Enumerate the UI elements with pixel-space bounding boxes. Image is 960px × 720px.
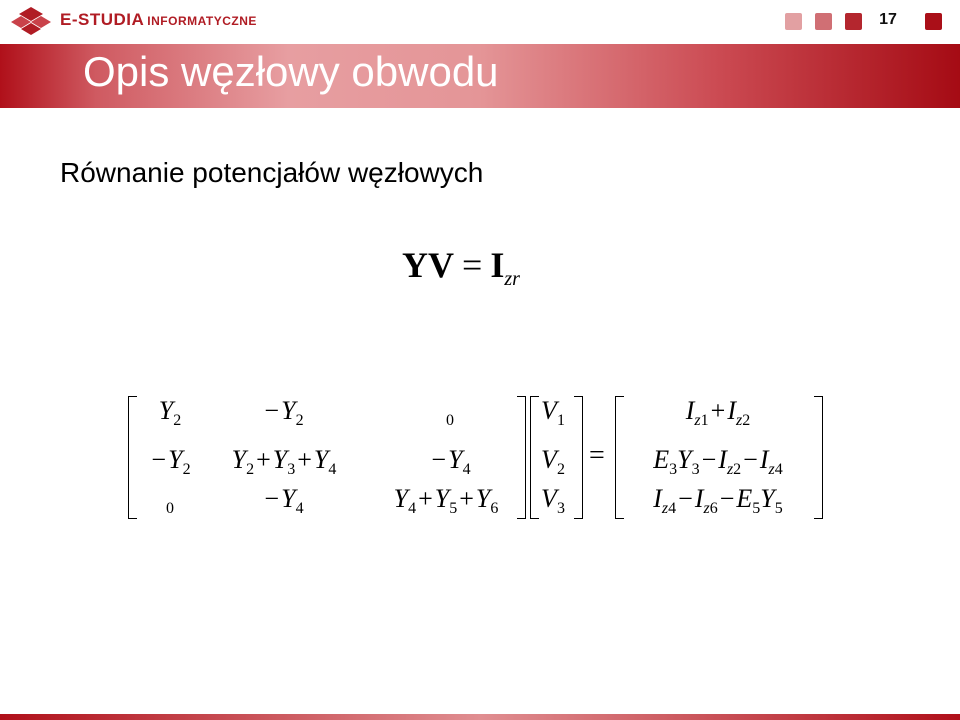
vector-v-right-bracket [574,396,583,519]
slide-title: Opis węzłowy obwodu [83,48,499,95]
slide-subtitle: Równanie potencjałów węzłowych [60,157,484,188]
vector-v-cell-2: $V_2$ [541,445,565,478]
matrix-y-left-bracket [128,396,137,519]
vector-i-right-bracket [814,396,823,519]
vector-v-left-bracket [530,396,539,519]
matrix-y-cell-2-1: $-Y_2$ [151,445,191,478]
main-equation-op: = [462,245,483,285]
nav-square-4[interactable] [925,13,942,30]
estudia-logo-icon [10,6,52,36]
matrix-y-right-bracket [517,396,526,519]
vector-i-cell-3: $I_{z4}-I_{z6}-E_5Y_5$ [653,484,783,517]
vector-v-cell-3: $V_3$ [541,484,565,517]
matrix-y-cell-1-3: 0 [446,412,454,429]
nav-square-3[interactable] [845,13,862,30]
brand-sub: INFORMATYCZNE [147,14,257,28]
vector-i-cell-2: $E_3Y_3-I_{z2}-I_{z4}$ [653,445,783,478]
matrix-y-cell-1-2: $-Y_2$ [264,396,304,429]
vector-i-left-bracket [615,396,624,519]
matrix-equals-sign: = [589,440,605,471]
main-equation [402,244,520,291]
matrix-y-cell-3-1: 0 [166,500,174,517]
nav-square-2[interactable] [815,13,832,30]
page-number: 17 [879,11,897,28]
main-equation-rhs-sub: zr [504,268,520,290]
nav-square-1[interactable] [785,13,802,30]
matrix-y-cell-3-2: $-Y_4$ [264,484,304,517]
matrix-y-cell-3-3: $Y_4+Y_5+Y_6$ [393,484,499,517]
matrix-y-cell-2-2: $Y_2+Y_3+Y_4$ [231,445,337,478]
brand-name [60,10,257,30]
bottom-accent-line [0,714,960,720]
matrix-y-cell-2-3: $-Y_4$ [431,445,471,478]
matrix-y-cell-1-1: $Y_2$ [158,396,182,429]
main-equation-lhs: YV [402,245,454,285]
vector-i-cell-1: $I_{z1}+I_{z2}$ [685,396,751,429]
main-equation-rhs: I [490,245,505,285]
brand-main: E-STUDIA [60,10,145,29]
vector-v-cell-1: $V_1$ [541,396,565,429]
